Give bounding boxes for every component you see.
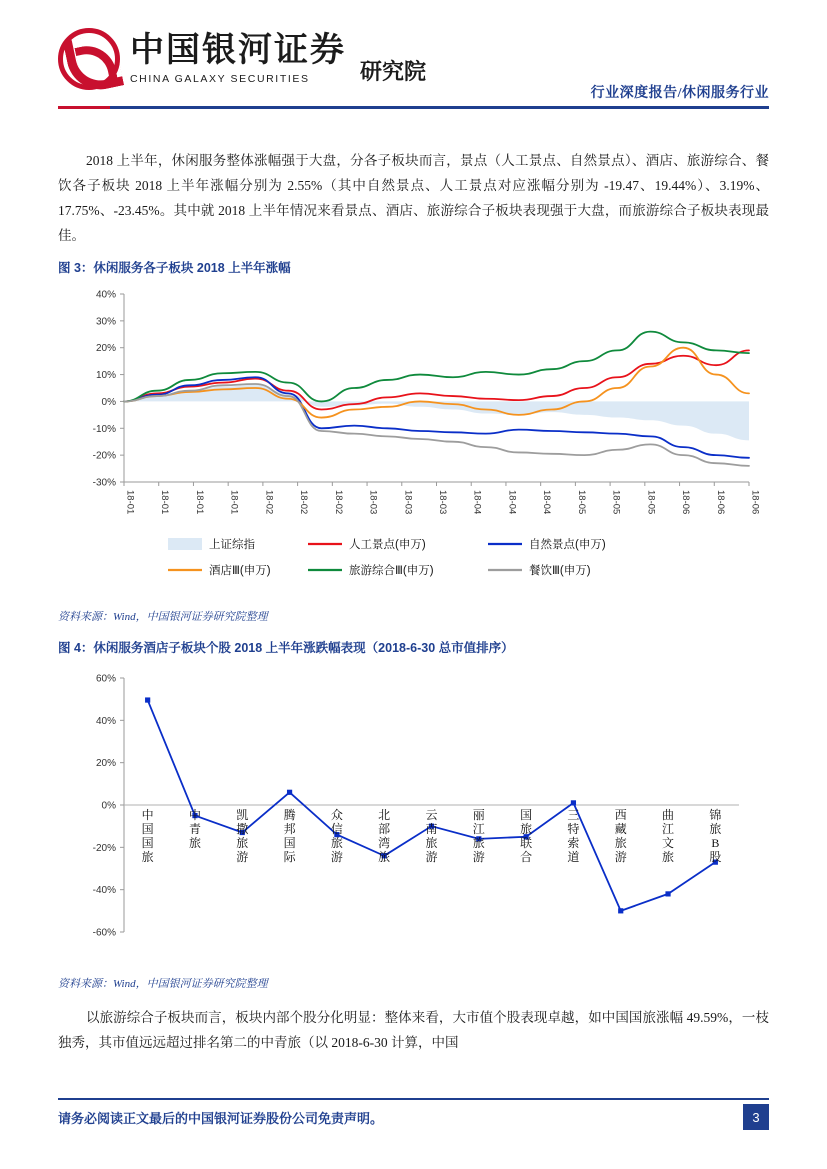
company-logo bbox=[58, 28, 426, 90]
svg-text:旅: 旅 bbox=[472, 836, 485, 850]
svg-text:餐饮Ⅲ(申万): 餐饮Ⅲ(申万) bbox=[529, 565, 591, 577]
figure-3-source: 资料来源：Wind，中国银河证券研究院整理 bbox=[58, 611, 268, 623]
svg-text:18-03: 18-03 bbox=[367, 490, 379, 515]
figure-3-svg bbox=[58, 282, 769, 600]
svg-text:江: 江 bbox=[662, 822, 675, 836]
svg-text:游: 游 bbox=[330, 850, 343, 864]
svg-text:特: 特 bbox=[567, 822, 580, 836]
svg-text:旅: 旅 bbox=[188, 836, 201, 850]
svg-text:藏: 藏 bbox=[614, 822, 627, 836]
svg-text:酒店Ⅲ(申万): 酒店Ⅲ(申万) bbox=[209, 565, 271, 577]
svg-text:江: 江 bbox=[472, 822, 485, 836]
svg-text:18-06: 18-06 bbox=[749, 490, 761, 515]
svg-text:丽: 丽 bbox=[472, 808, 485, 822]
svg-text:南: 南 bbox=[425, 822, 438, 836]
figure-3-title: 图 3：休闲服务各子板块 2018 上半年涨幅 bbox=[58, 261, 291, 275]
svg-text:西: 西 bbox=[614, 808, 627, 822]
svg-text:18-05: 18-05 bbox=[575, 490, 587, 515]
svg-text:信: 信 bbox=[330, 822, 343, 836]
svg-text:18-02: 18-02 bbox=[263, 490, 275, 515]
footer-disclaimer: 请务必阅读正文最后的中国银河证券股份公司免责声明。 bbox=[58, 1111, 384, 1126]
svg-text:18-03: 18-03 bbox=[402, 490, 414, 515]
svg-text:-60%: -60% bbox=[92, 927, 116, 939]
svg-text:旅游综合Ⅲ(申万): 旅游综合Ⅲ(申万) bbox=[349, 565, 434, 577]
body-paragraph-2: 以旅游综合子板块而言，板块内部个股分化明显：整体来看，大市值个股表现卓越，如中国国旅涨幅 49.59%，一枝独秀，其市值远远超过排名第二的中青旅（以 2018-6-30 计算，中国 bbox=[58, 1010, 769, 1050]
svg-text:自然景点(申万): 自然景点(申万) bbox=[529, 539, 606, 551]
page-header bbox=[0, 24, 827, 110]
svg-text:0%: 0% bbox=[101, 396, 116, 408]
svg-text:旅: 旅 bbox=[236, 836, 249, 850]
svg-text:18-05: 18-05 bbox=[645, 490, 657, 515]
svg-text:18-05: 18-05 bbox=[610, 490, 622, 515]
svg-text:40%: 40% bbox=[95, 289, 116, 301]
svg-text:凯: 凯 bbox=[236, 808, 249, 822]
svg-text:中: 中 bbox=[188, 808, 201, 822]
figure-4-svg bbox=[58, 662, 769, 962]
svg-text:旅: 旅 bbox=[378, 850, 391, 864]
svg-text:合: 合 bbox=[520, 850, 533, 864]
svg-text:旅: 旅 bbox=[520, 822, 533, 836]
svg-text:18-01: 18-01 bbox=[193, 490, 205, 515]
svg-text:20%: 20% bbox=[95, 343, 116, 355]
svg-text:国: 国 bbox=[520, 808, 533, 822]
svg-text:上证综指: 上证综指 bbox=[209, 539, 255, 551]
svg-text:游: 游 bbox=[614, 850, 627, 864]
svg-text:国: 国 bbox=[141, 822, 154, 836]
figure-4-title: 图 4：休闲服务酒店子板块个股 2018 上半年涨跌幅表现（2018-6-30 总市值排序） bbox=[58, 641, 514, 655]
svg-text:旅: 旅 bbox=[425, 836, 438, 850]
svg-text:-20%: -20% bbox=[92, 450, 116, 462]
svg-text:联: 联 bbox=[520, 836, 533, 850]
svg-text:20%: 20% bbox=[95, 758, 116, 770]
svg-text:北: 北 bbox=[378, 808, 391, 822]
svg-text:18-06: 18-06 bbox=[714, 490, 726, 515]
figure-3-chart bbox=[58, 282, 769, 600]
header-divider bbox=[58, 106, 769, 109]
svg-text:游: 游 bbox=[236, 850, 249, 864]
figure-4-source: 资料来源：Wind，中国银河证券研究院整理 bbox=[58, 978, 268, 990]
svg-text:湾: 湾 bbox=[378, 836, 391, 850]
svg-text:众: 众 bbox=[330, 808, 343, 822]
svg-text:锦: 锦 bbox=[709, 808, 722, 822]
svg-text:旅: 旅 bbox=[662, 850, 675, 864]
svg-text:旅: 旅 bbox=[330, 836, 343, 850]
svg-text:部: 部 bbox=[378, 822, 391, 836]
header-divider-accent bbox=[58, 106, 110, 109]
svg-text:腾: 腾 bbox=[283, 808, 296, 822]
svg-text:人工景点(申万): 人工景点(申万) bbox=[349, 539, 426, 551]
svg-text:邦: 邦 bbox=[283, 822, 296, 836]
svg-text:-20%: -20% bbox=[92, 842, 116, 854]
svg-text:际: 际 bbox=[283, 850, 296, 864]
figure-4-chart bbox=[58, 662, 769, 962]
svg-text:旅: 旅 bbox=[614, 836, 627, 850]
institute-label: 研究院 bbox=[360, 59, 427, 84]
galaxy-logo-icon bbox=[58, 28, 120, 90]
svg-text:国: 国 bbox=[141, 836, 154, 850]
svg-text:-40%: -40% bbox=[92, 885, 116, 897]
svg-text:云: 云 bbox=[425, 808, 438, 822]
svg-text:18-04: 18-04 bbox=[541, 490, 553, 515]
svg-text:18-01: 18-01 bbox=[159, 490, 171, 515]
company-name-en: CHINA GALAXY SECURITIES bbox=[130, 72, 310, 85]
svg-text:-30%: -30% bbox=[92, 477, 116, 489]
body-paragraph-1: 2018 上半年，休闲服务整体涨幅强于大盘，分各子板块而言，景点（人工景点、自然景点）、酒店、旅游综合、餐饮各子板块 2018 上半年涨幅分别为 2.55%（其中自然景点、人工景点对应涨幅分别为 -19.47、19.44%）、3.19%、17.75%、-23.45%。其中就 2018 上半年情况来看景点、酒店、旅游综合子板块表现强于大盘，而旅游综合子板块表现最佳。 bbox=[58, 153, 769, 243]
svg-text:索: 索 bbox=[567, 836, 580, 850]
svg-text:10%: 10% bbox=[95, 370, 116, 382]
svg-text:18-04: 18-04 bbox=[506, 490, 518, 515]
svg-text:游: 游 bbox=[472, 850, 485, 864]
svg-text:-10%: -10% bbox=[92, 423, 116, 435]
svg-text:30%: 30% bbox=[95, 316, 116, 328]
svg-text:18-04: 18-04 bbox=[471, 490, 483, 515]
svg-text:18-01: 18-01 bbox=[228, 490, 240, 515]
svg-text:18-03: 18-03 bbox=[437, 490, 448, 515]
svg-text:18-02: 18-02 bbox=[298, 490, 310, 515]
page-number: 3 bbox=[743, 1104, 769, 1130]
svg-text:18-01: 18-01 bbox=[124, 490, 136, 515]
svg-text:18-02: 18-02 bbox=[332, 490, 344, 515]
report-category: 行业深度报告/休闲服务行业 bbox=[590, 86, 769, 101]
svg-text:60%: 60% bbox=[95, 673, 116, 685]
svg-text:文: 文 bbox=[662, 836, 675, 850]
svg-text:40%: 40% bbox=[95, 715, 116, 727]
svg-text:旅: 旅 bbox=[141, 850, 154, 864]
svg-text:股: 股 bbox=[709, 850, 722, 864]
svg-text:18-06: 18-06 bbox=[680, 490, 692, 515]
svg-text:道: 道 bbox=[567, 850, 580, 864]
svg-text:0%: 0% bbox=[101, 800, 116, 812]
svg-text:曲: 曲 bbox=[662, 808, 675, 822]
svg-text:国: 国 bbox=[283, 836, 296, 850]
svg-text:青: 青 bbox=[188, 822, 201, 836]
svg-text:中: 中 bbox=[141, 808, 154, 822]
svg-text:旅: 旅 bbox=[709, 822, 722, 836]
company-name-cn: 中国银河证券 bbox=[130, 32, 346, 70]
svg-text:撒: 撒 bbox=[236, 822, 249, 836]
svg-text:游: 游 bbox=[425, 850, 438, 864]
svg-text:三: 三 bbox=[567, 808, 580, 822]
svg-text:B: B bbox=[711, 836, 720, 850]
footer-divider bbox=[58, 1098, 769, 1100]
